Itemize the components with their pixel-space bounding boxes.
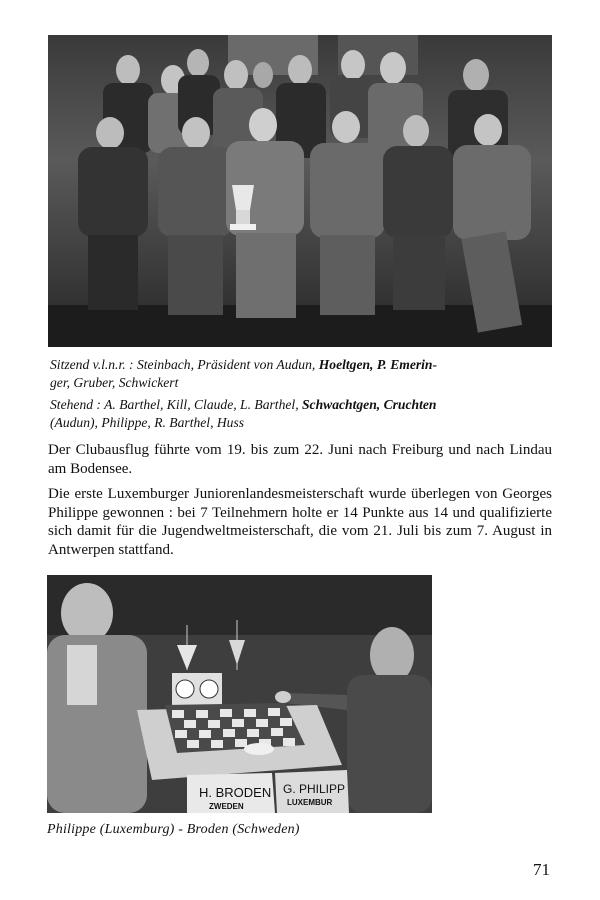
photo-caption-standing: [50, 396, 552, 432]
caption-seated-names-bold: Hoeltgen, P. Emerin-: [318, 357, 438, 372]
group-photo-illustration: [48, 35, 552, 347]
sign-right-country: LUXEMBUR: [287, 798, 333, 807]
caption-seated-names: Steinbach, Präsident von Audun,: [136, 357, 319, 372]
caption-standing-prefix: Stehend :: [50, 397, 105, 412]
group-photo: [48, 35, 552, 347]
chess-game-photo: [47, 575, 432, 813]
caption-standing-names: A. Barthel, Kill, Claude, L. Barthel,: [104, 397, 302, 412]
caption-standing-names-bold: Schwachtgen, Cruchten: [302, 397, 437, 412]
chess-game-illustration: [47, 575, 432, 813]
sign-left-name: H. BRODEN: [199, 785, 272, 800]
photo-caption-seated: [50, 356, 552, 392]
paragraph-junior-championship: Die erste Luxemburger Juniorenlandesmeisterschaft wurde überlegen von Georges Philippe gewonnen : bei 7 Teilnehmern holte er 14 Punkte aus 14 und qualifizierte sich damit für die Jugendweltmeisterschaft, die vom 21. Juli bis zum 7. August in Antwerpen stattfand.: [48, 486, 552, 558]
caption-seated-names-line2: ger, Gruber, Schwickert: [50, 375, 179, 390]
paragraph-club-trip: Der Clubausflug führte vom 19. bis zum 22. Juni nach Freiburg und nach Lindau am Bodensee.: [48, 442, 552, 477]
caption-seated-prefix: Sitzend v.l.n.r. :: [50, 357, 137, 372]
page-number: 71: [533, 860, 550, 879]
caption-standing-names-line2: (Audun), Philippe, R. Barthel, Huss: [50, 415, 245, 430]
sign-right-name: G. PHILIPP: [283, 782, 346, 796]
sign-left-country: ZWEDEN: [209, 802, 244, 811]
chess-photo-caption: Philippe (Luxemburg) - Broden (Schweden): [47, 822, 300, 837]
